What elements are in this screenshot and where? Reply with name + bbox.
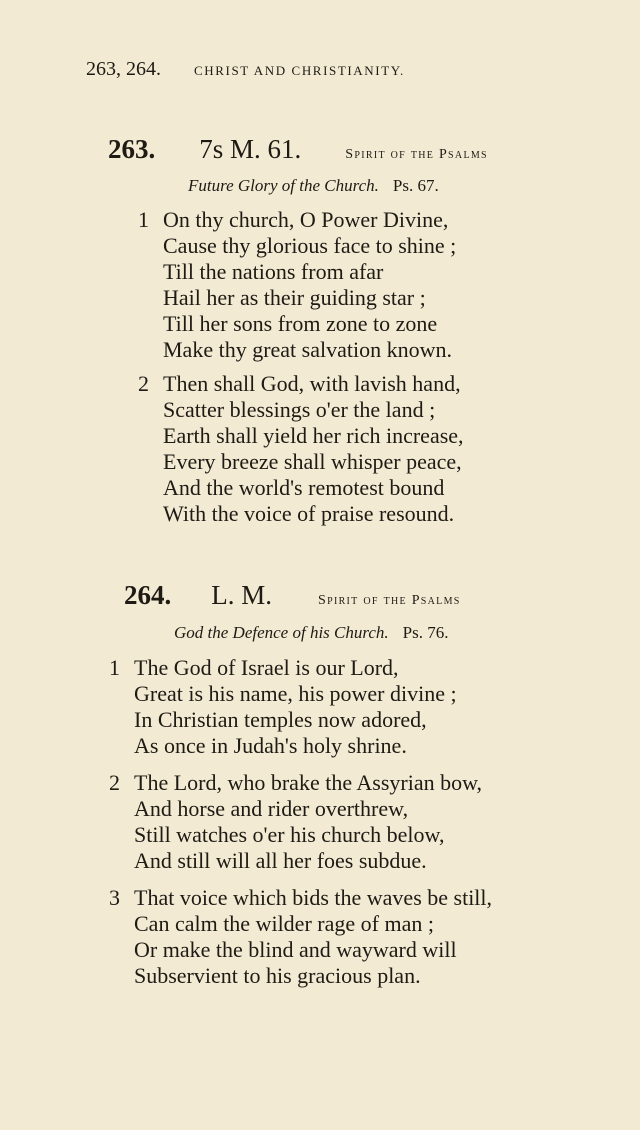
hymn-number: 263.	[108, 134, 156, 164]
verse-line: Or make the blind and wayward will	[134, 937, 457, 962]
hymn-264-header	[124, 580, 461, 611]
verse-line: Subservient to his gracious plan.	[134, 963, 421, 988]
psalm-reference: Ps. 76.	[402, 623, 449, 642]
verse-line: Still watches o'er his church below,	[134, 822, 445, 847]
hymn-264-subtitle	[174, 623, 449, 643]
verse-line: Every breeze shall whisper peace,	[163, 449, 462, 474]
running-head	[86, 58, 405, 81]
hymn-meter: 7s M. 61.	[199, 134, 302, 164]
verse-line: That voice which bids the waves be still,	[134, 885, 493, 910]
running-head-title: CHRIST AND CHRISTIANITY.	[194, 63, 405, 78]
verse-line: On thy church, O Power Divine,	[163, 207, 449, 232]
verse-line: And still will all her foes subdue.	[134, 848, 427, 873]
stanza-number: 2	[138, 371, 149, 396]
hymn-263-subtitle	[188, 176, 439, 196]
verse-line: The God of Israel is our Lord,	[134, 655, 399, 680]
hymn-source: Spirit of the Psalms	[345, 147, 488, 162]
verse-line: Cause thy glorious face to shine ;	[163, 233, 457, 258]
stanza-number: 1	[109, 655, 120, 680]
verse-line: Then shall God, with lavish hand,	[163, 371, 461, 396]
verse-line: In Christian temples now adored,	[134, 707, 427, 732]
hymn-subtitle-text: God the Defence of his Church.	[174, 623, 389, 642]
verse-line: With the voice of praise resound.	[163, 501, 455, 526]
verse-line: Till her sons from zone to zone	[163, 311, 438, 336]
verse-line: As once in Judah's holy shrine.	[134, 733, 407, 758]
hymn-number: 264.	[124, 580, 172, 610]
running-head-numbers: 263, 264.	[86, 58, 161, 80]
verse-line: Can calm the wilder rage of man ;	[134, 911, 434, 936]
verse-line: Great is his name, his power divine ;	[134, 681, 457, 706]
verse-line: Earth shall yield her rich increase,	[163, 423, 464, 448]
hymn-source: Spirit of the Psalms	[318, 593, 461, 608]
verse-line: And the world's remotest bound	[163, 475, 445, 500]
verse-line: Hail her as their guiding star ;	[163, 285, 426, 310]
verse-line: And horse and rider overthrew,	[134, 796, 409, 821]
verse-line: Scatter blessings o'er the land ;	[163, 397, 436, 422]
psalm-reference: Ps. 67.	[392, 176, 439, 195]
verse-line: The Lord, who brake the Assyrian bow,	[134, 770, 483, 795]
verse-line: Till the nations from afar	[163, 259, 384, 284]
verse-line: Make thy great salvation known.	[163, 337, 452, 362]
stanza-number: 3	[109, 885, 120, 910]
hymn-263-header	[108, 134, 488, 165]
stanza-number: 2	[109, 770, 120, 795]
hymn-subtitle-text: Future Glory of the Church.	[188, 176, 379, 195]
hymn-meter: L. M.	[211, 580, 272, 610]
stanza-number: 1	[138, 207, 149, 232]
